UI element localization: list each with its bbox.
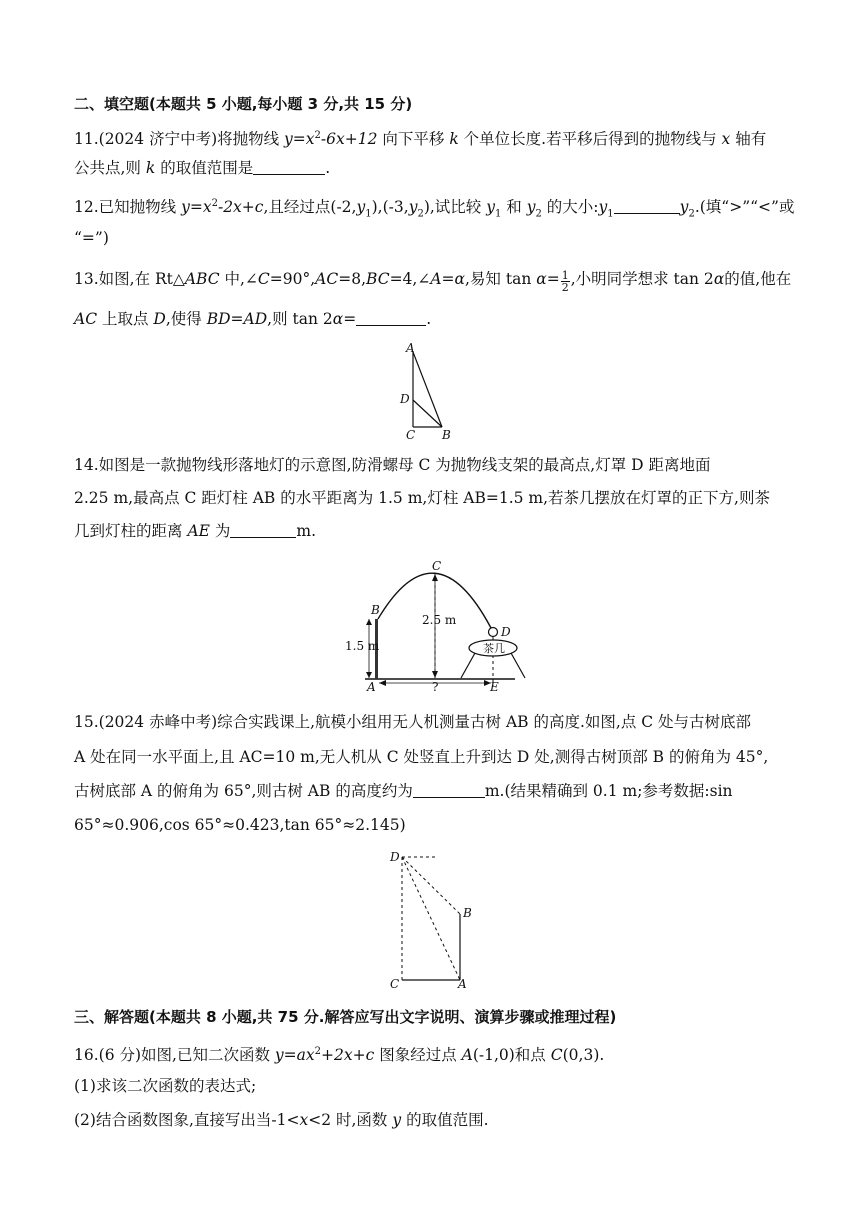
arrow-head-down <box>432 671 438 678</box>
label-b: B <box>463 906 472 920</box>
section-3-heading: 三、解答题(本题共 8 小题,共 75 分.解答应写出文字说明、演算步骤或推理过程) <box>74 1008 617 1026</box>
ae-arrow-left <box>379 680 386 686</box>
sightline-da <box>402 857 460 980</box>
label-a: A <box>367 680 376 694</box>
tea-table-leg-right <box>511 653 525 678</box>
label-a: A <box>406 341 415 355</box>
q15-answer-blank[interactable] <box>413 781 485 798</box>
label-c: C <box>432 559 442 573</box>
sightline-db <box>402 857 460 914</box>
q13-triangle-figure <box>394 340 464 444</box>
label-b: B <box>442 428 451 442</box>
section-2-heading: 二、填空题(本题共 5 小题,每小题 3 分,共 15 分) <box>74 95 413 113</box>
q14-line-3: 几到灯柱的距离 AE 为 m. <box>74 522 317 540</box>
q13-answer-blank[interactable] <box>356 309 426 326</box>
pole-arrow-up <box>366 619 372 625</box>
pole-arrow-down <box>366 672 372 678</box>
q15-line-1: 15.(2024 赤峰中考)综合实践课上,航模小组用无人机测量古树 AB 的高度.如图,点 C 处与古树底部 <box>74 713 752 731</box>
q11-line-1: 11.(2024 济宁中考)将抛物线 $y=x^2-6x+12$ 向下平移 k 个单位长度.若平移后得到的抛物线与 x 轴有 <box>74 130 767 149</box>
q15-line-2: A 处在同一水平面上,且 AC=10 m,无人机从 C 处竖直上升到达 D 处,测得古树顶部 B 的俯角为 45°, <box>74 748 769 766</box>
q11-answer-blank[interactable] <box>253 158 325 175</box>
q14-line-2: 2.25 m,最高点 C 距灯柱 AB 的水平距离为 1.5 m,灯柱 AB=1.5 m,若茶几摆放在灯罩的正下方,则茶 <box>74 489 770 507</box>
q13-line-2: AC 上取点 D,使得 BD=AD,则 tan 2α= . <box>74 310 432 328</box>
q14-answer-blank[interactable] <box>230 521 296 538</box>
label-d: D <box>390 850 400 864</box>
q12-line-2: “=”) <box>74 229 109 247</box>
q14-line-1: 14.如图是一款抛物线形落地灯的示意图,防滑螺母 C 为抛物线支架的最高点,灯罩 D 距离地面 <box>74 456 711 474</box>
label-c: C <box>390 977 400 991</box>
q15-line-4: 65°≈0.906,cos 65°≈0.423,tan 65°≈2.145) <box>74 816 406 834</box>
label-a: A <box>458 977 467 991</box>
label-b: B <box>371 603 380 617</box>
q12-line-1: 12.已知抛物线 $y=x^2-2x+c$,且经过点$(-2,y_1),(-3,y_2)$,试比较 $y_1$ 和 $y_2$ 的大小$:y_1$ $y_2$.(填“>”“<”或 <box>74 198 795 220</box>
tea-table-label: 茶几 <box>483 642 505 655</box>
lamp-shade <box>489 628 498 637</box>
label-d: D <box>400 392 410 406</box>
pole-label: 1.5 m <box>345 639 380 653</box>
label-c: C <box>406 428 416 442</box>
q16-part-1: (1)求该二次函数的表达式; <box>74 1077 257 1095</box>
q11-line-2: 公共点,则 k 的取值范围是 . <box>74 159 331 177</box>
q13-line-1: 13.如图,在 Rt△ABC 中,∠C=90°,AC=8,BC=4,∠A=α,易知 tan α= $\frac{1}{2}$ ,小明同学想求 tan 2α的值,他在 <box>74 269 792 294</box>
question-mark: ? <box>432 680 439 694</box>
label-e: E <box>490 680 499 694</box>
segment-db <box>413 400 442 427</box>
one-half-fraction: $\frac{1}{2}$ <box>561 269 569 294</box>
label-d: D <box>501 625 511 639</box>
side-ab <box>413 352 442 427</box>
q12-answer-blank[interactable] <box>614 197 680 214</box>
arrow-head-up <box>432 574 438 581</box>
height-label: 2.5 m <box>422 613 457 627</box>
q16-line-1: 16.(6 分)如图,已知二次函数 $y=ax^2+2x+c$ 图象经过点 A(-1,0)和点 C(0,3). <box>74 1046 605 1065</box>
q14-floor-lamp-figure <box>345 558 525 693</box>
q15-line-3: 古树底部 A 的俯角为 65°,则古树 AB 的高度约为 m.(结果精确到 0.1 m;参考数据:sin <box>74 782 733 800</box>
q15-drone-figure <box>386 845 486 995</box>
tea-table-leg-left <box>461 653 475 678</box>
q16-part-2: (2)结合函数图象,直接写出当-1<x<2 时,函数 y 的取值范围. <box>74 1111 489 1129</box>
